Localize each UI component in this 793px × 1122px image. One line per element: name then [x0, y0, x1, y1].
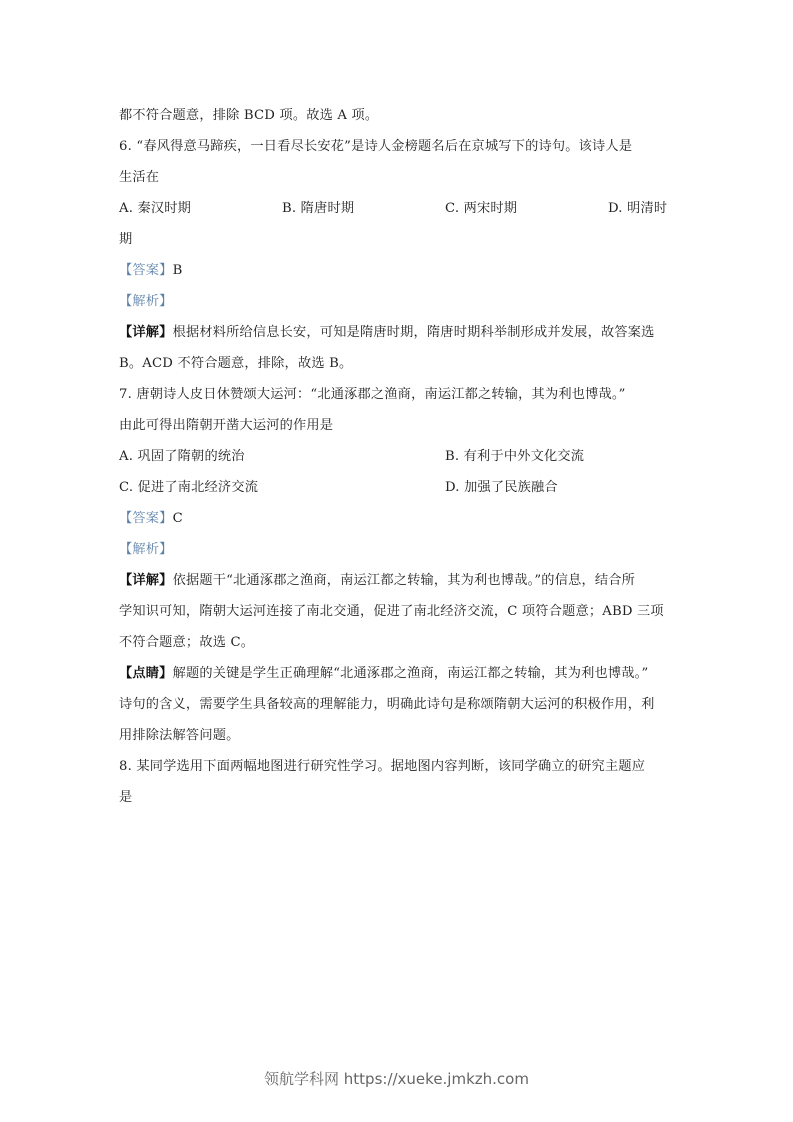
q7-detail-line3: 不符合题意；故选 C。 — [119, 635, 255, 650]
q6-detail-line2: B。ACD 不符合题意，排除，故选 B。 — [119, 356, 353, 371]
detail-text: 根据材料所给信息长安，可知是隋唐时期，隋唐时期科举制形成并发展，故答案选 — [172, 325, 655, 340]
q6-detail-line1 — [119, 317, 679, 348]
q7-stem-line1: 7. 唐朝诗人皮日休赞颂大运河：“北通涿郡之渔商，南运江都之转输，其为利也博哉。” — [119, 387, 626, 402]
q6-options — [119, 193, 679, 224]
q7-tip-line3: 用排除法解答问题。 — [119, 728, 240, 743]
q7-options-row1 — [119, 441, 679, 472]
q7-tip-line2: 诗句的含义，需要学生具备较高的理解能力，明确此诗句是称颂隋朝大运河的积极作用，利 — [119, 697, 655, 712]
q6-analysis — [119, 286, 679, 317]
q6-option-wrap: 期 — [119, 232, 133, 247]
analysis-label: 【解析】 — [119, 294, 173, 309]
q7-option-c: C. 促进了南北经济交流 — [119, 480, 259, 495]
analysis-label: 【解析】 — [119, 542, 173, 557]
q6-option-a: A. 秦汉时期 — [119, 201, 192, 216]
q7-option-a: A. 巩固了隋朝的统治 — [119, 449, 245, 464]
answer-value: B — [172, 263, 183, 278]
tip-text: 解题的关键是学生正确理解“北通涿郡之渔商，南运江都之转输，其为利也博哉。” — [172, 666, 649, 681]
q6-stem-line2: 生活在 — [119, 170, 160, 185]
q7-options-row2 — [119, 472, 679, 503]
answer-label: 【答案】 — [119, 263, 173, 278]
q7-option-d: D. 加强了民族融合 — [445, 480, 558, 495]
q8-stem-line2: 是 — [119, 790, 133, 805]
q7-detail-line1 — [119, 565, 679, 596]
q6-stem-line1: 6. “春风得意马蹄疾，一日看尽长安花”是诗人金榜题名后在京城写下的诗句。该诗人是 — [119, 139, 633, 154]
q6-option-d: D. 明清时 — [608, 201, 668, 216]
q6-option-c: C. 两宋时期 — [445, 201, 518, 216]
prev-answer-tail: 都不符合题意，排除 BCD 项。故选 A 项。 — [119, 108, 379, 123]
detail-label: 【详解】 — [119, 325, 173, 340]
q8-stem-line1: 8. 某同学选用下面两幅地图进行研究性学习。据地图内容判断，该同学确立的研究主题应 — [119, 759, 646, 774]
q7-detail-line2: 学知识可知，隋朝大运河连接了南北交通，促进了南北经济交流，C 项符合题意；ABD 三项 — [119, 604, 664, 619]
answer-label: 【答案】 — [119, 511, 173, 526]
q6-answer — [119, 255, 679, 286]
q7-tip-line1 — [119, 658, 679, 689]
q7-stem-line2: 由此可得出隋朝开凿大运河的作用是 — [119, 418, 334, 433]
detail-label: 【详解】 — [119, 573, 173, 588]
q7-answer — [119, 503, 679, 534]
q7-analysis — [119, 534, 679, 565]
q6-option-b: B. 隋唐时期 — [282, 201, 355, 216]
footer-watermark: 领航学科网 https://xueke.jmkzh.com — [264, 1070, 529, 1088]
answer-value: C — [172, 511, 183, 526]
tip-label: 【点睛】 — [119, 666, 173, 681]
detail-text: 依据题干“北通涿郡之渔商，南运江都之转输，其为利也博哉。”的信息，结合所 — [172, 573, 636, 588]
q7-option-b: B. 有利于中外文化交流 — [445, 449, 585, 464]
document-page — [119, 100, 679, 813]
